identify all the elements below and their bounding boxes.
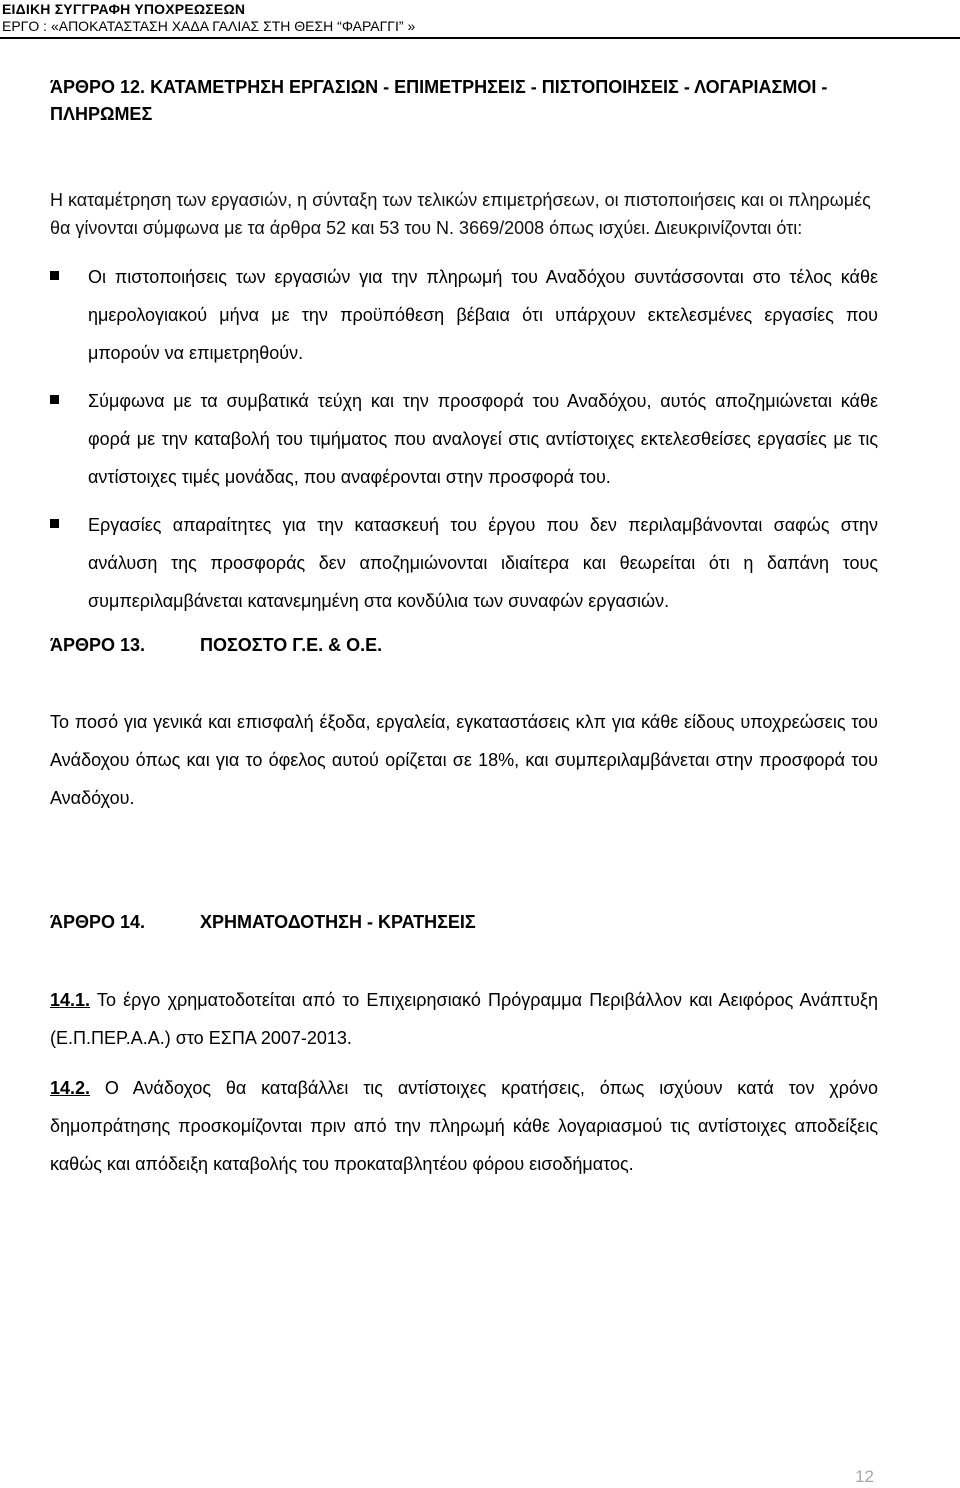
- article-13-title: ΠΟΣΟΣΤΟ Γ.Ε. & Ο.Ε.: [200, 635, 383, 655]
- article-14-title: ΧΡΗΜΑΤΟΔΟΤΗΣΗ - ΚΡΑΤΗΣΕΙΣ: [200, 912, 476, 932]
- list-item: [50, 258, 878, 372]
- header-project: ΕΡΓΟ : «ΑΠΟΚΑΤΑΣΤΑΣΗ ΧΑΔΑ ΓΑΛΙΑΣ ΣΤΗ ΘΕΣΗ “ΦΑΡΑΓΓΙ” »: [2, 18, 416, 34]
- article-12-number: ΆΡΘΡΟ 12.: [50, 77, 146, 97]
- square-bullet-icon: [50, 271, 59, 280]
- page-number: 12: [855, 1467, 874, 1486]
- square-bullet-icon: [50, 395, 59, 404]
- square-bullet-icon: [50, 519, 59, 528]
- article-13-number: ΆΡΘΡΟ 13.: [50, 635, 146, 655]
- list-item-text: Οι πιστοποιήσεις των εργασιών για την πληρωμή του Αναδόχου συντάσσονται στο τέλος κάθε ημερολογιακού μήνα με την προϋπόθεση βέβαια ότι υπάρχουν εκτελεσμένες εργασίες που μπορούν να επιμετρηθούν.: [88, 267, 878, 363]
- article-14-2-paragraph: [50, 1069, 878, 1183]
- article-12-intro: Η καταμέτρηση των εργασιών, η σύνταξη των τελικών επιμετρήσεων, οι πιστοποιήσεις και οι πληρωμές θα γίνονται σύμφωνα με τα άρθρα 52 και 53 του Ν. 3669/2008 όπως ισχύει. Διευκρινίζονται ότι:: [50, 190, 871, 238]
- article-12-bullet-list: [50, 258, 878, 620]
- article-14-2-text: Ο Ανάδοχος θα καταβάλλει τις αντίστοιχες κρατήσεις, όπως ισχύουν κατά τον χρόνο δημοπράτησης προσκομίζονται πριν από την πληρωμή κάθε λογαριασμού τις αντίστοιχες αποδείξεις καθώς και απόδειξη καταβολής του προκαταβλητέου φόρου εισοδήματος.: [50, 1078, 878, 1174]
- list-item: [50, 506, 878, 620]
- header-divider: [0, 37, 960, 39]
- header-title: ΕΙΔΙΚΗ ΣΥΓΓΡΑΦΗ ΥΠΟΧΡΕΩΣΕΩΝ: [2, 1, 246, 17]
- article-14-1-paragraph: [50, 981, 878, 1057]
- list-item-text: Σύμφωνα με τα συμβατικά τεύχη και την προσφορά του Αναδόχου, αυτός αποζημιώνεται κάθε φορά με την καταβολή του τιμήματος που αναλογεί στις αντίστοιχες εκτελεσθείσες εργασίες με τις αντίστοιχες τιμές μονάδας, που αναφέρονται στην προσφορά του.: [88, 391, 878, 487]
- article-14-1-number: 14.1.: [50, 990, 91, 1010]
- list-item-text: Εργασίες απαραίτητες για την κατασκευή του έργου που δεν περιλαμβάνονται σαφώς στην ανάλυση της προσφοράς δεν αποζημιώνονται ιδιαίτερα και θεωρείται ότι η δαπάνη τους συμπεριλαμβάνεται κατανεμημένη στα κονδύλια των συναφών εργασιών.: [88, 515, 878, 611]
- article-12-title: ΚΑΤΑΜΕΤΡΗΣΗ ΕΡΓΑΣΙΩΝ - ΕΠΙΜΕΤΡΗΣΕΙΣ - ΠΙΣΤΟΠΟΙΗΣΕΙΣ - ΛΟΓΑΡΙΑΣΜΟΙ - ΠΛΗΡΩΜΕΣ: [50, 77, 828, 124]
- article-13-heading: [50, 632, 878, 659]
- document-body: [50, 74, 878, 1183]
- article-14-heading: [50, 909, 878, 936]
- article-14-number: ΆΡΘΡΟ 14.: [50, 912, 146, 932]
- article-14-2-number: 14.2.: [50, 1078, 91, 1098]
- article-14-1-text: Το έργο χρηματοδοτείται από το Επιχειρησιακό Πρόγραμμα Περιβάλλον και Αειφόρος Ανάπτυξη (Ε.Π.ΠΕΡ.Α.Α.) στο ΕΣΠΑ 2007-2013.: [50, 990, 878, 1048]
- article-13-body: Το ποσό για γενικά και επισφαλή έξοδα, εργαλεία, εγκαταστάσεις κλπ για κάθε είδους υποχρεώσεις του Ανάδοχου όπως και για το όφελος αυτού ορίζεται σε 18%, και συμπεριλαμβάνεται στην προσφορά του Αναδόχου.: [50, 712, 878, 808]
- article-12-heading: [50, 74, 878, 128]
- list-item: [50, 382, 878, 496]
